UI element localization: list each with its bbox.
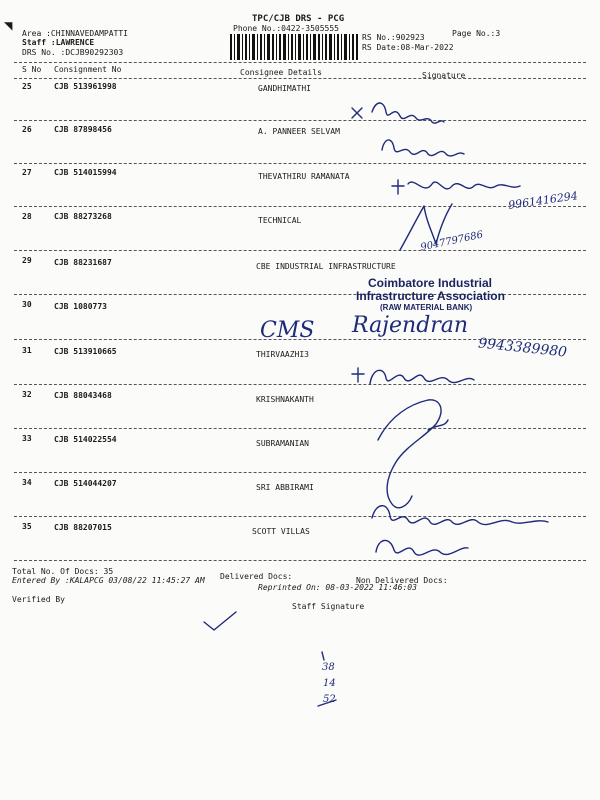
row-sno: 33 bbox=[22, 434, 32, 443]
phone-number: Phone No.:0422-3505555 bbox=[233, 24, 339, 33]
col-consignment: Consignment No bbox=[54, 65, 122, 74]
row-consignment: CJB 514015994 bbox=[54, 168, 117, 177]
row-sno: 25 bbox=[22, 82, 32, 91]
total-docs: Total No. Of Docs: 35 bbox=[12, 567, 114, 576]
signature-mark bbox=[370, 370, 474, 384]
row-consignee: TECHNICAL bbox=[258, 216, 302, 225]
row-consignee: GANDHIMATHI bbox=[258, 84, 311, 93]
row-sno: 31 bbox=[22, 346, 32, 355]
stamp-line-2: Infrastructure Association bbox=[356, 289, 505, 303]
row-consignment: CJB 513910665 bbox=[54, 347, 117, 356]
stamp-line-1: Coimbatore Industrial bbox=[368, 276, 493, 290]
non-delivered-docs: Non Delivered Docs: bbox=[356, 576, 448, 585]
tally-2: 14 bbox=[323, 678, 336, 689]
row-sno: 30 bbox=[22, 300, 32, 309]
signature-mark bbox=[352, 108, 362, 118]
row-consignment: CJB 88231687 bbox=[54, 258, 112, 267]
row-sno: 34 bbox=[22, 478, 32, 487]
row-consignment: CJB 1080773 bbox=[54, 302, 107, 311]
rs-number: RS No.:902923 bbox=[362, 33, 425, 42]
row-sno: 32 bbox=[22, 390, 32, 399]
handwritten-phone-3: 9943389980 bbox=[477, 335, 568, 361]
row-consignment: CJB 87898456 bbox=[54, 125, 112, 134]
row-consignee: CBE INDUSTRIAL INFRASTRUCTURE bbox=[256, 262, 396, 271]
signature-mark bbox=[378, 400, 441, 508]
row-consignment: CJB 513961998 bbox=[54, 82, 117, 91]
rs-date: RS Date:08-Mar-2022 bbox=[362, 43, 454, 52]
signature-mark bbox=[400, 204, 452, 250]
handwritten-rajendran: Rajendran bbox=[352, 313, 469, 338]
row-sno: 27 bbox=[22, 168, 32, 177]
row-sno: 26 bbox=[22, 125, 32, 134]
handwritten-phone-2: 9047797686 bbox=[419, 229, 485, 254]
reprinted-on: Reprinted On: 08-03-2022 11:46:03 bbox=[258, 583, 417, 592]
staff-signature-label: Staff Signature bbox=[292, 602, 365, 611]
row-consignee: SUBRAMANIAN bbox=[256, 439, 309, 448]
row-consignee: KRISHNAKANTH bbox=[256, 395, 314, 404]
handwritten-cms: CMS bbox=[260, 318, 315, 343]
staff-field: Staff :LAWRENCE bbox=[22, 38, 95, 47]
page-number: Page No.:3 bbox=[452, 29, 501, 38]
signature-mark bbox=[392, 180, 404, 194]
col-sno: S No bbox=[22, 65, 42, 74]
row-sno: 35 bbox=[22, 522, 32, 531]
verified-by: Verified By bbox=[12, 595, 65, 604]
stamp-line-3: (RAW MATERIAL BANK) bbox=[380, 303, 473, 312]
delivered-docs: Delivered Docs: bbox=[220, 572, 293, 581]
row-consignee: SCOTT VILLAS bbox=[252, 527, 310, 536]
row-consignment: CJB 88207015 bbox=[54, 523, 112, 532]
row-consignee: THEVATHIRU RAMANATA bbox=[258, 172, 350, 181]
row-consignment: CJB 514044207 bbox=[54, 479, 117, 488]
document-title: TPC/CJB DRS - PCG bbox=[252, 14, 345, 24]
row-consignee: A. PANNEER SELVAM bbox=[258, 127, 340, 136]
row-consignment: CJB 88273268 bbox=[54, 212, 112, 221]
tally-1: 38 bbox=[322, 662, 335, 673]
row-consignee: SRI ABBIRAMI bbox=[256, 483, 314, 492]
signature-mark bbox=[372, 103, 444, 123]
col-signature: Signature bbox=[422, 71, 466, 80]
entered-by: Entered By :KALAPCG 03/08/22 11:45:27 AM bbox=[12, 576, 205, 585]
row-sno: 29 bbox=[22, 256, 32, 265]
handwritten-phone-1: 9961416294 bbox=[507, 189, 579, 212]
tally-mark bbox=[318, 700, 336, 706]
signature-mark bbox=[372, 506, 548, 525]
row-consignment: CJB 88043468 bbox=[54, 391, 112, 400]
corner-mark: ◥ bbox=[4, 18, 13, 34]
row-consignee: THIRVAAZHI3 bbox=[256, 350, 309, 359]
drs-number: DRS No. :DCJB90292303 bbox=[22, 48, 124, 57]
signature-mark bbox=[382, 140, 464, 156]
signature-mark bbox=[352, 368, 364, 382]
row-sno: 28 bbox=[22, 212, 32, 221]
col-consignee: Consignee Details bbox=[240, 68, 322, 77]
signature-mark bbox=[408, 182, 520, 189]
row-consignment: CJB 514022554 bbox=[54, 435, 117, 444]
signature-mark bbox=[376, 540, 468, 555]
tally-mark bbox=[322, 652, 324, 660]
tally-3: 52 bbox=[323, 694, 336, 705]
area-field: Area :CHINNAVEDAMPATTI bbox=[22, 29, 128, 38]
signature-mark bbox=[204, 612, 236, 630]
